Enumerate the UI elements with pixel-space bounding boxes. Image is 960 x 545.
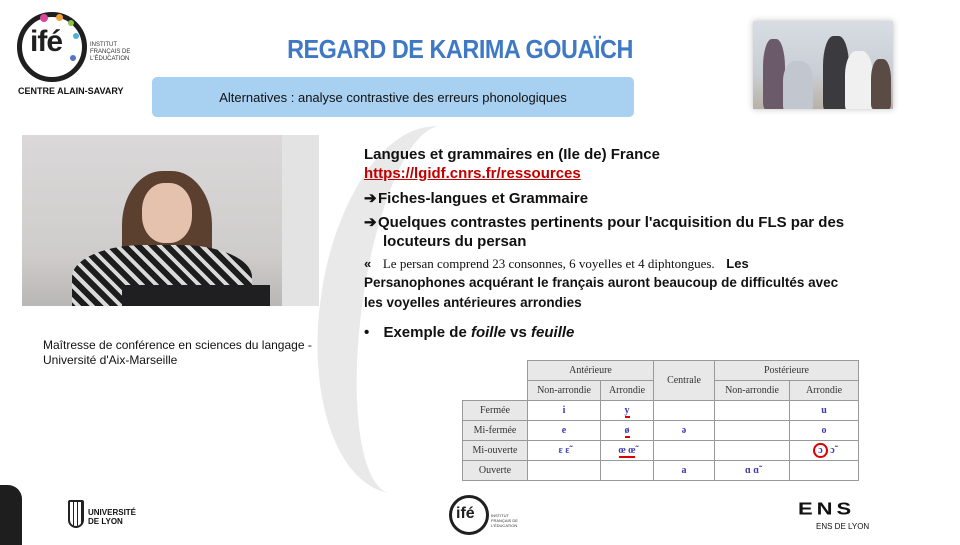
speaker-video[interactable] — [22, 135, 319, 306]
quote-serif-text: Le persan comprend 23 consonnes, 6 voyelles et 4 diphtongues. — [382, 256, 715, 271]
vowel-cell — [601, 441, 654, 461]
vowel-cell: e — [528, 421, 601, 441]
col-group-centrale: Centrale — [654, 361, 715, 401]
vowel-cell: i — [528, 401, 601, 421]
bullet-contrastes-text: Quelques contrastes pertinents pour l'acquisition du FLS par des — [378, 214, 845, 231]
logo-text: ifé — [30, 25, 63, 58]
table-row — [463, 441, 859, 461]
sub-header: Arrondie — [790, 381, 859, 401]
arrow-icon: ➔ — [364, 190, 377, 207]
table-row — [463, 421, 859, 441]
vowel-cell: ɑ ɑ̃ — [715, 461, 790, 481]
vowel-cell: u — [790, 401, 859, 421]
corner-tab — [0, 485, 22, 545]
arrow-icon: ➔ — [364, 214, 377, 231]
resource-link[interactable]: https://lgidf.cnrs.fr/ressources — [364, 165, 581, 182]
sub-header: Non-arrondie — [528, 381, 601, 401]
laptop — [122, 285, 270, 306]
bullet-fiches — [364, 189, 588, 207]
sub-header: Non-arrondie — [715, 381, 790, 401]
vowel-cell — [601, 461, 654, 481]
example-line — [364, 324, 574, 341]
vowel-symbol-underlined: y — [624, 405, 630, 416]
example-mid: vs — [506, 324, 532, 341]
universite-label — [88, 508, 136, 526]
example-word-2: feuille — [531, 324, 575, 341]
row-label: Mi-ouverte — [463, 441, 528, 461]
vowel-cell — [654, 441, 715, 461]
slide-title: REGARD DE KARIMA GOUAÏCH — [287, 34, 633, 64]
vowel-cell — [654, 401, 715, 421]
sub-header: Arrondie — [601, 381, 654, 401]
table-row — [463, 461, 859, 481]
speaker-caption: Maîtresse de conférence en sciences du langage - Université d'Aix-Marseille — [43, 338, 312, 367]
quote-rest-a: Les — [726, 256, 749, 271]
footer-logo-text: ifé — [456, 505, 475, 522]
vowel-cell — [601, 401, 654, 421]
ens-logo-text: ENS — [798, 498, 856, 519]
row-label: Fermée — [463, 401, 528, 421]
vowel-cell — [790, 461, 859, 481]
vowel-cell: a — [654, 461, 715, 481]
vowel-table — [462, 360, 859, 481]
bullet-contrastes — [364, 213, 844, 231]
bullet-dot: • — [364, 324, 370, 341]
quote-rest-c: les voyelles antérieures arrondies — [364, 295, 582, 310]
lion-icon — [68, 500, 84, 528]
vowel-cell — [601, 421, 654, 441]
row-label: Mi-fermée — [463, 421, 528, 441]
bullet-contrastes-line2: locuteurs du persan — [383, 233, 527, 250]
univ-line-2: DE LYON — [88, 517, 123, 526]
bullet-fiches-text: Fiches-langues et Grammaire — [378, 190, 589, 207]
logo-institute: INSTITUT FRANÇAIS DE L'ÉDUCATION — [90, 42, 131, 62]
vowel-symbol: ɔ̃ — [830, 445, 835, 456]
footer-logo-institute: INSTITUT FRANÇAIS DE L'ÉDUCATION — [491, 513, 518, 528]
ens-lyon-logo — [798, 498, 855, 520]
quote-open: « — [364, 256, 372, 271]
vowel-cell: ɛ ɛ̃ — [528, 441, 601, 461]
example-word-1: foille — [470, 324, 506, 341]
vowel-cell — [715, 421, 790, 441]
vowel-symbol-underlined: œ œ̃ — [618, 445, 636, 456]
vowel-cell — [715, 401, 790, 421]
vowel-cell — [790, 441, 859, 461]
ens-label: ENS DE LYON — [816, 522, 870, 531]
col-group-posterieure: Postérieure — [715, 361, 859, 381]
slide-subtitle: Alternatives : analyse contrastive des erreurs phonologiques — [219, 90, 567, 105]
row-label: Ouverte — [463, 461, 528, 481]
centre-label: CENTRE ALAIN-SAVARY — [18, 86, 124, 96]
quote-rest-b: Persanophones acquérant le français auront beaucoup de difficultés avec — [364, 275, 839, 290]
vowel-symbol-underlined: ø — [624, 425, 630, 436]
table-row — [463, 401, 859, 421]
vowel-cell: ə — [654, 421, 715, 441]
classroom-thumbnail[interactable] — [753, 21, 893, 109]
resource-heading: Langues et grammaires en (Ile de) France — [364, 146, 660, 163]
vowel-cell — [715, 441, 790, 461]
vowel-cell — [528, 461, 601, 481]
quote-line — [364, 256, 749, 272]
vowel-symbol-circled: ɔ — [813, 443, 827, 458]
example-prefix: Exemple de — [383, 324, 471, 341]
vowel-cell: o — [790, 421, 859, 441]
col-group-anterieure: Antérieure — [528, 361, 654, 381]
univ-line-1: UNIVERSITÉ — [88, 508, 137, 517]
